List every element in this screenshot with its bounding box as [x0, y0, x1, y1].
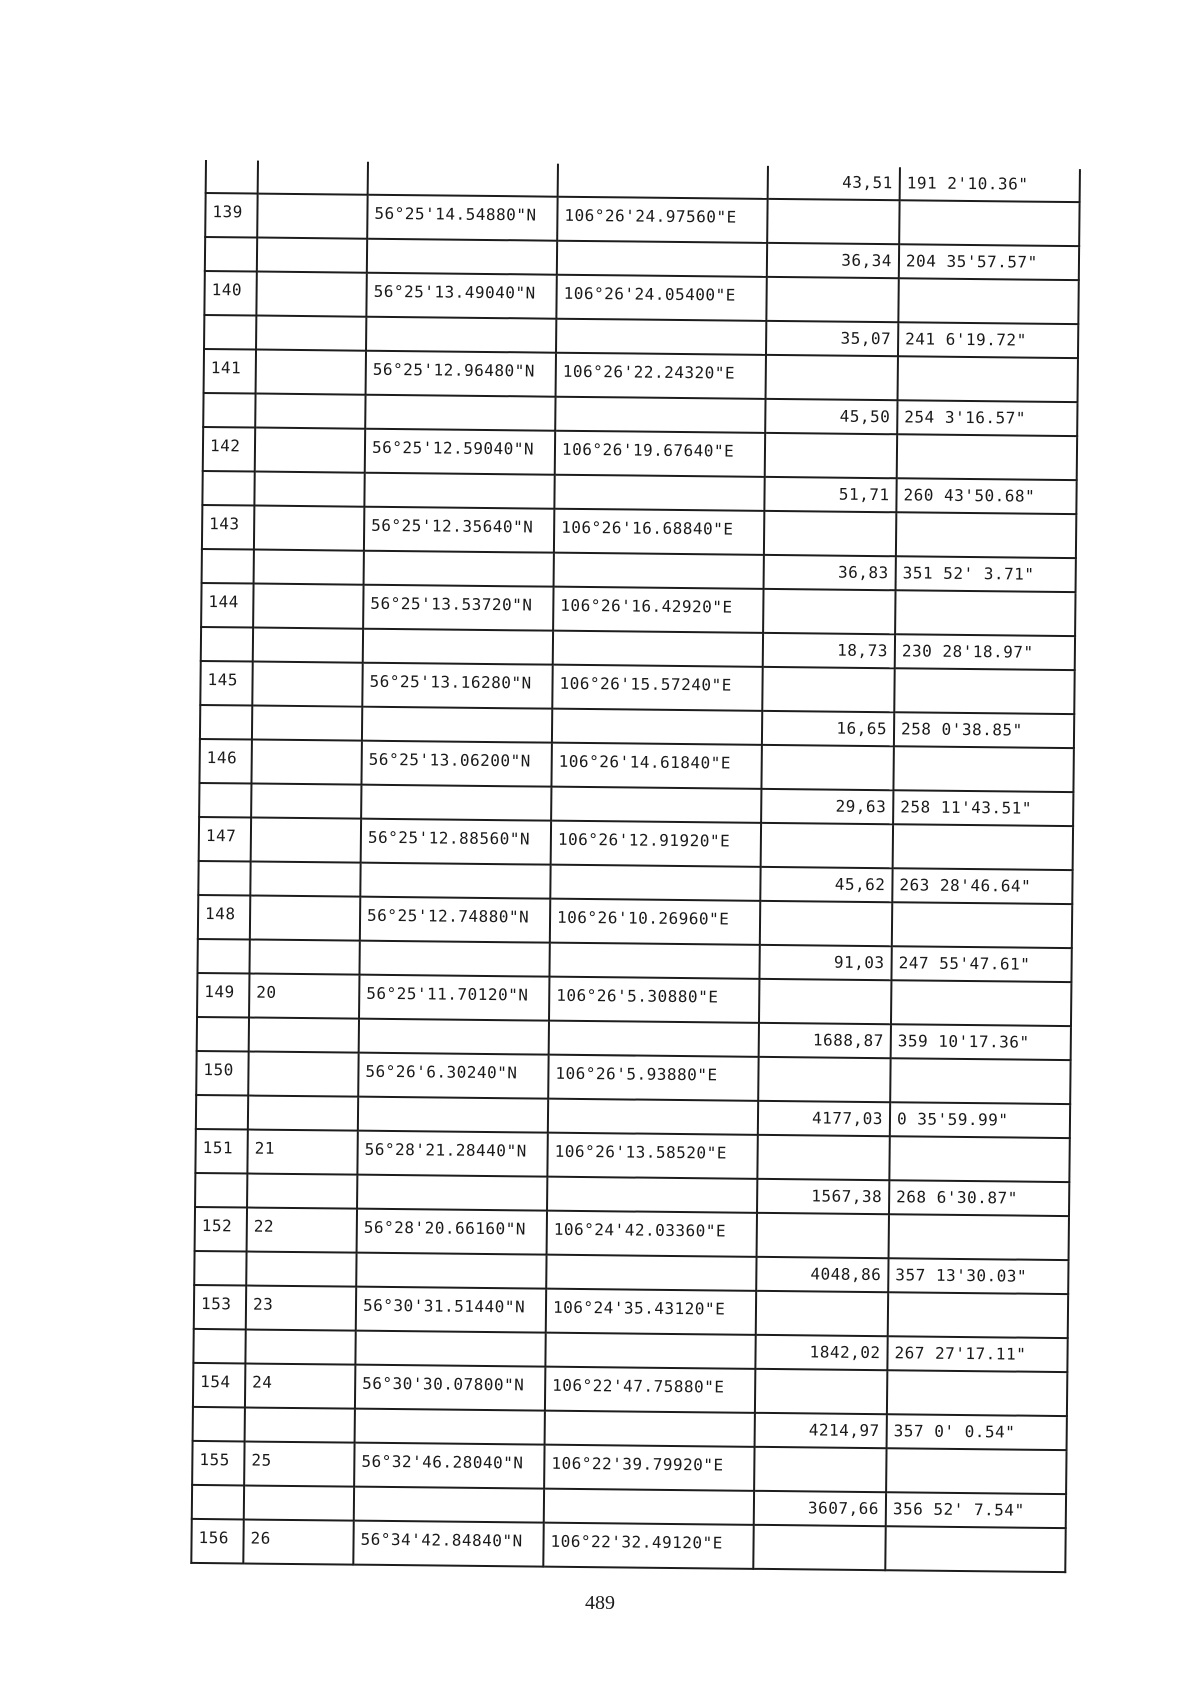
sub-number-cell: 20 [249, 974, 359, 1019]
latitude-cell [364, 473, 554, 509]
sub-number-cell [251, 784, 361, 819]
bearing-cell: 258 0'38.85" [894, 712, 1074, 748]
sub-number-cell [249, 940, 359, 975]
sub-number-cell [257, 194, 367, 239]
point-row [191, 1519, 1065, 1572]
longitude-cell: 106°26'5.93880"E [548, 1055, 758, 1101]
latitude-cell: 56°25'13.53720"N [363, 585, 553, 631]
latitude-cell [359, 941, 549, 977]
bearing-cell [895, 590, 1075, 636]
distance-cell [766, 355, 898, 400]
page-number: 489 [585, 1592, 615, 1614]
point-number-cell [205, 237, 257, 272]
point-number-cell [195, 1173, 247, 1208]
sub-number-cell: 26 [243, 1519, 353, 1564]
longitude-cell [553, 631, 763, 667]
longitude-cell [554, 475, 764, 511]
distance-cell: 3607,66 [754, 1491, 886, 1526]
sub-number-cell [253, 628, 363, 663]
point-number-cell: 154 [193, 1363, 245, 1408]
sub-number-cell [249, 1018, 359, 1053]
latitude-cell: 56°28'20.66160"N [357, 1209, 547, 1255]
longitude-cell: 106°24'35.43120"E [546, 1289, 756, 1335]
longitude-cell: 106°26'19.67640"E [555, 431, 765, 477]
bearing-cell: 247 55'47.61" [891, 946, 1071, 982]
bearing-cell: 267 27'17.11" [887, 1336, 1067, 1372]
latitude-cell: 56°25'12.35640"N [364, 507, 554, 553]
sub-number-cell: 21 [247, 1130, 357, 1175]
bearing-cell [892, 902, 1072, 948]
point-number-cell [193, 1407, 245, 1442]
distance-cell [757, 1213, 889, 1258]
point-number-cell: 145 [200, 661, 252, 706]
longitude-cell: 106°26'10.26960"E [550, 899, 760, 945]
point-number-cell [203, 393, 255, 428]
coordinate-table-body [191, 160, 1080, 1572]
bearing-cell [894, 668, 1074, 714]
longitude-cell [552, 709, 762, 745]
bearing-cell [888, 1292, 1068, 1338]
latitude-cell: 56°30'31.51440"N [356, 1287, 546, 1333]
point-number-cell [199, 783, 251, 818]
bearing-cell [896, 512, 1076, 558]
bearing-cell: 204 35'57.57" [899, 244, 1079, 280]
bearing-cell [885, 1526, 1065, 1572]
distance-cell [762, 667, 894, 712]
point-number-cell [204, 315, 256, 350]
bearing-cell: 258 11'43.51" [893, 790, 1073, 826]
point-number-cell: 139 [205, 193, 257, 238]
longitude-cell: 106°26'24.97560"E [557, 197, 767, 243]
longitude-cell [557, 241, 767, 277]
sub-number-cell [256, 316, 366, 351]
distance-cell: 45,50 [765, 399, 897, 434]
latitude-cell: 56°28'21.28440"N [357, 1131, 547, 1177]
point-number-cell: 147 [199, 817, 251, 862]
latitude-cell [357, 1175, 547, 1211]
longitude-cell: 106°24'42.03360"E [547, 1211, 757, 1257]
longitude-cell [545, 1333, 755, 1369]
sub-number-cell [254, 506, 364, 551]
point-number-cell: 150 [196, 1051, 248, 1096]
longitude-cell [548, 1099, 758, 1135]
bearing-cell [893, 746, 1073, 792]
latitude-cell: 56°25'12.59040"N [365, 429, 555, 475]
longitude-cell [549, 943, 759, 979]
sub-number-cell [246, 1251, 356, 1286]
latitude-cell: 56°32'46.28040"N [354, 1443, 544, 1489]
distance-cell: 4214,97 [755, 1413, 887, 1448]
longitude-cell: 106°22'47.75880"E [545, 1367, 755, 1413]
point-number-cell [198, 861, 250, 896]
bearing-cell [891, 980, 1071, 1026]
latitude-cell [354, 1487, 544, 1523]
bearing-cell: 356 52' 7.54" [886, 1492, 1066, 1528]
point-number-cell: 149 [197, 973, 249, 1018]
point-number-cell [206, 160, 258, 194]
point-number-cell [197, 1017, 249, 1052]
sub-number-cell: 22 [247, 1207, 357, 1252]
bearing-cell: 230 28'18.97" [895, 634, 1075, 670]
point-number-cell: 155 [192, 1441, 244, 1486]
longitude-cell [555, 397, 765, 433]
bearing-cell [889, 1136, 1069, 1182]
bearing-cell [898, 278, 1078, 324]
point-number-cell: 152 [195, 1207, 247, 1252]
bearing-cell: 254 3'16.57" [897, 400, 1077, 436]
sub-number-cell [253, 584, 363, 629]
distance-cell: 36,83 [764, 555, 896, 590]
longitude-cell: 106°26'16.68840"E [554, 509, 764, 555]
sub-number-cell [248, 1052, 358, 1097]
sub-number-cell [248, 1096, 358, 1131]
latitude-cell: 56°34'42.84840"N [353, 1521, 543, 1567]
coordinate-table [190, 160, 1081, 1573]
point-number-cell: 142 [203, 427, 255, 472]
distance-cell [753, 1525, 885, 1570]
latitude-cell [364, 551, 554, 587]
bearing-cell: 191 2'10.36" [900, 167, 1080, 202]
latitude-cell [355, 1409, 545, 1445]
point-number-cell: 141 [204, 349, 256, 394]
distance-cell: 16,65 [762, 711, 894, 746]
latitude-cell [362, 707, 552, 743]
point-number-cell [197, 939, 249, 974]
bearing-cell [899, 200, 1079, 246]
bearing-cell: 351 52' 3.71" [896, 556, 1076, 592]
bearing-cell [897, 434, 1077, 480]
bearing-cell [887, 1370, 1067, 1416]
longitude-cell: 106°26'16.42920"E [553, 587, 763, 633]
sub-number-cell [255, 428, 365, 473]
longitude-cell [547, 1177, 757, 1213]
coordinate-table-wrapper [190, 160, 1081, 1573]
latitude-cell [368, 162, 558, 197]
sub-number-cell [250, 896, 360, 941]
point-number-cell: 144 [201, 583, 253, 628]
bearing-cell [898, 356, 1078, 402]
sub-number-cell: 24 [245, 1363, 355, 1408]
distance-cell: 1567,38 [757, 1179, 889, 1214]
sub-number-cell [244, 1485, 354, 1520]
distance-cell [761, 745, 893, 790]
longitude-cell: 106°26'22.24320"E [556, 353, 766, 399]
latitude-cell: 56°25'12.74880"N [360, 897, 550, 943]
longitude-cell [556, 319, 766, 355]
sub-number-cell [247, 1173, 357, 1208]
point-number-cell: 153 [194, 1285, 246, 1330]
latitude-cell: 56°26'6.30240"N [358, 1053, 548, 1099]
point-number-cell: 143 [202, 505, 254, 550]
distance-cell: 51,71 [764, 477, 896, 512]
distance-cell [765, 433, 897, 478]
longitude-cell [549, 1021, 759, 1057]
latitude-cell [366, 317, 556, 353]
point-number-cell: 148 [198, 895, 250, 940]
sub-number-cell [252, 662, 362, 707]
bearing-cell: 359 10'17.36" [891, 1024, 1071, 1060]
latitude-cell: 56°25'12.96480"N [366, 351, 556, 397]
latitude-cell: 56°25'11.70120"N [359, 975, 549, 1021]
distance-cell: 4048,86 [756, 1257, 888, 1292]
distance-cell [764, 511, 896, 556]
latitude-cell [355, 1331, 545, 1367]
distance-cell: 1842,02 [755, 1335, 887, 1370]
distance-cell [759, 979, 891, 1024]
longitude-cell: 106°26'14.61840"E [551, 743, 761, 789]
point-number-cell: 140 [204, 271, 256, 316]
point-number-cell: 146 [199, 739, 251, 784]
point-number-cell [200, 705, 252, 740]
point-number-cell [193, 1329, 245, 1364]
bearing-cell [886, 1448, 1066, 1494]
bearing-cell [893, 824, 1073, 870]
longitude-cell: 106°26'13.58520"E [547, 1133, 757, 1179]
distance-cell [761, 823, 893, 868]
latitude-cell: 56°25'12.88560"N [361, 819, 551, 865]
distance-cell [767, 199, 899, 244]
bearing-cell: 260 43'50.68" [896, 478, 1076, 514]
latitude-cell [361, 785, 551, 821]
longitude-cell [544, 1489, 754, 1525]
sub-number-cell [258, 161, 368, 195]
longitude-cell: 106°26'24.05400"E [556, 275, 766, 321]
sub-number-cell: 23 [246, 1285, 356, 1330]
distance-cell [758, 1057, 890, 1102]
latitude-cell [360, 863, 550, 899]
point-number-cell [192, 1485, 244, 1520]
point-number-cell [202, 549, 254, 584]
distance-cell [756, 1291, 888, 1336]
longitude-cell [558, 164, 768, 199]
latitude-cell [359, 1019, 549, 1055]
distance-cell: 36,34 [767, 243, 899, 278]
distance-cell: 4177,03 [758, 1101, 890, 1136]
bearing-cell: 0 35'59.99" [890, 1102, 1070, 1138]
latitude-cell [367, 239, 557, 275]
latitude-cell [363, 629, 553, 665]
latitude-cell [356, 1253, 546, 1289]
point-number-cell [202, 471, 254, 506]
distance-cell: 91,03 [759, 945, 891, 980]
distance-cell: 45,62 [760, 867, 892, 902]
latitude-cell [365, 395, 555, 431]
point-number-cell [196, 1095, 248, 1130]
longitude-cell: 106°26'15.57240"E [552, 665, 762, 711]
bearing-cell: 357 0' 0.54" [887, 1414, 1067, 1450]
sub-number-cell [252, 706, 362, 741]
sub-number-cell [254, 472, 364, 507]
longitude-cell: 106°26'5.30880"E [549, 977, 759, 1023]
distance-cell: 35,07 [766, 321, 898, 356]
sub-number-cell [245, 1407, 355, 1442]
bearing-cell: 263 28'46.64" [892, 868, 1072, 904]
sub-number-cell [251, 740, 361, 785]
point-number-cell: 156 [191, 1519, 243, 1564]
latitude-cell: 56°25'13.16280"N [362, 663, 552, 709]
distance-cell: 1688,87 [759, 1023, 891, 1058]
sub-number-cell [256, 350, 366, 395]
distance-cell [760, 901, 892, 946]
latitude-cell: 56°25'13.49040"N [366, 273, 556, 319]
distance-cell: 29,63 [761, 789, 893, 824]
sub-number-cell [250, 862, 360, 897]
bearing-cell: 268 6'30.87" [889, 1180, 1069, 1216]
distance-cell [763, 589, 895, 634]
point-number-cell: 151 [195, 1129, 247, 1174]
point-number-cell [194, 1251, 246, 1286]
longitude-cell: 106°26'12.91920"E [551, 821, 761, 867]
sub-number-cell [254, 550, 364, 585]
distance-cell [755, 1369, 887, 1414]
bearing-cell [889, 1214, 1069, 1260]
sub-number-cell: 25 [244, 1441, 354, 1486]
sub-number-cell [245, 1329, 355, 1364]
sub-number-cell [256, 272, 366, 317]
point-number-cell [201, 627, 253, 662]
latitude-cell: 56°30'30.07800"N [355, 1365, 545, 1411]
sub-number-cell [255, 394, 365, 429]
longitude-cell [545, 1411, 755, 1447]
distance-cell: 18,73 [763, 633, 895, 668]
sub-number-cell [251, 818, 361, 863]
distance-cell [754, 1447, 886, 1492]
longitude-cell [551, 787, 761, 823]
bearing-cell [890, 1058, 1070, 1104]
longitude-cell: 106°22'39.79920"E [544, 1445, 754, 1491]
distance-cell [766, 277, 898, 322]
latitude-cell: 56°25'14.54880"N [367, 195, 557, 241]
longitude-cell: 106°22'32.49120"E [543, 1523, 753, 1569]
latitude-cell [358, 1097, 548, 1133]
sub-number-cell [257, 238, 367, 273]
latitude-cell: 56°25'13.06200"N [361, 741, 551, 787]
distance-cell: 43,51 [768, 166, 900, 200]
longitude-cell [554, 553, 764, 589]
longitude-cell [550, 865, 760, 901]
bearing-cell: 241 6'19.72" [898, 322, 1078, 358]
bearing-cell: 357 13'30.03" [888, 1258, 1068, 1294]
longitude-cell [546, 1255, 756, 1291]
distance-cell [757, 1135, 889, 1180]
